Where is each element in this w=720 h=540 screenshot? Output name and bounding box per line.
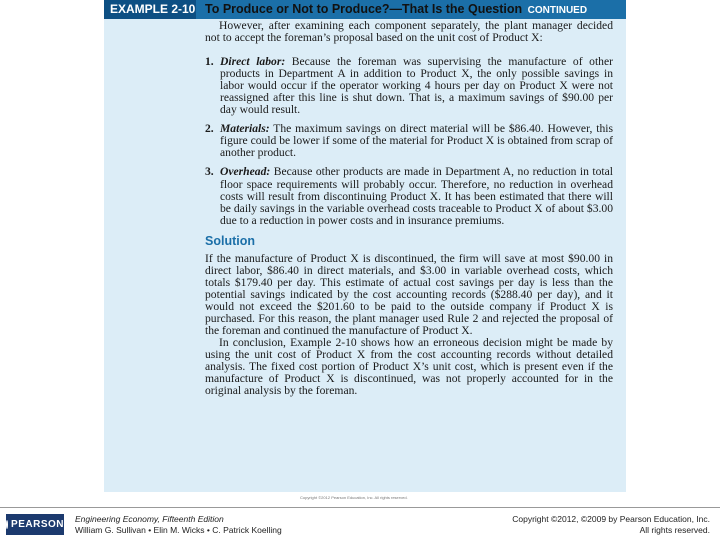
solution-heading: Solution [205,233,255,248]
example-tag: EXAMPLE 2-10 [104,0,196,19]
list-item-number: 1. [205,55,214,69]
list-item-number: 2. [205,122,214,136]
list-item-lead: Direct labor: [220,55,286,69]
list-item-text: The maximum savings on direct material will be $86.40. However, this figure could be lower if some of the material for Product X is obtained from scrap of another product. [220,122,613,160]
list-item-lead: Materials: [220,122,270,136]
cost-component-list [205,56,613,227]
figure-copyright: Copyright ©2012 Pearson Education, Inc. All rights reserved. [300,495,408,500]
example-content [205,20,613,397]
example-title-text: To Produce or Not to Produce?—That Is the Question [205,2,523,16]
logo-text: PEARSON [11,519,64,530]
solution-paragraph-1: If the manufacture of Product X is discontinued, the firm will save at most $90.00 in direct labor, $86.40 in direct materials, and $3.00 in variable overhead costs, which totals $179.40 per day. This estimate of actual cost savings per day is less than the potential savings indicated by the cost accounting records ($288.40 per day), and it would not exceed the $201.60 to be paid to the outside company if Product X is purchased. For this reason, the plant manager used Rule 2 and rejected the proposal of the foreman and continued the manufacture of Product X. [205,251,613,337]
list-item-lead: Overhead: [220,165,271,179]
copyright-line: Copyright ©2012, ©2009 by Pearson Education, Inc. [512,514,710,524]
list-item-text: Because other products are made in Department A, no reduction in total floor space requirements will probably occur. Therefore, no reduction in overhead costs will result from discontinuing Product X. It has been estimated that there will be daily savings in the variable overhead costs traceable to Product X of about $3.00 due to a reduction in power costs and in insurance premiums. [220,165,613,227]
example-title [205,0,587,19]
continued-label: CONTINUED [527,5,588,16]
footer-copyright [512,514,710,536]
rights-line: All rights reserved. [639,525,710,535]
list-item-direct-labor [205,56,613,116]
book-authors: William G. Sullivan • Elin M. Wicks • C. Patrick Koelling [75,525,282,535]
footer-book-info [75,514,282,536]
book-title: Engineering Economy, Fifteenth Edition [75,514,224,524]
list-item-overhead [205,166,613,226]
list-item-number: 3. [205,165,214,179]
intro-paragraph: However, after examining each component separately, the plant manager decided not to accept the foreman’s proposal based on the unit cost of Product X: [205,19,613,45]
footer-divider [0,507,720,508]
publisher-logo [6,514,64,535]
solution-paragraph-2: In conclusion, Example 2-10 shows how an erroneous decision might be made by using the unit cost of Product X from the cost accounting records without detailed analysis. The fixed cost portion of Product X’s unit cost, which is present even if the manufacture of Product X is discontinued, was not properly accounted for in the original analysis by the foreman. [205,336,613,398]
pearson-mark-icon [6,520,8,529]
list-item-materials [205,123,613,159]
list-item-text: Because the foreman was supervising the manufacture of other products in Department A in addition to Product X, the only possible savings in labor would occur if the operator working 4 hours per day on Product X were not reassigned after this line is shut down. That is, a maximum savings of $90.00 per day would result. [220,55,613,117]
